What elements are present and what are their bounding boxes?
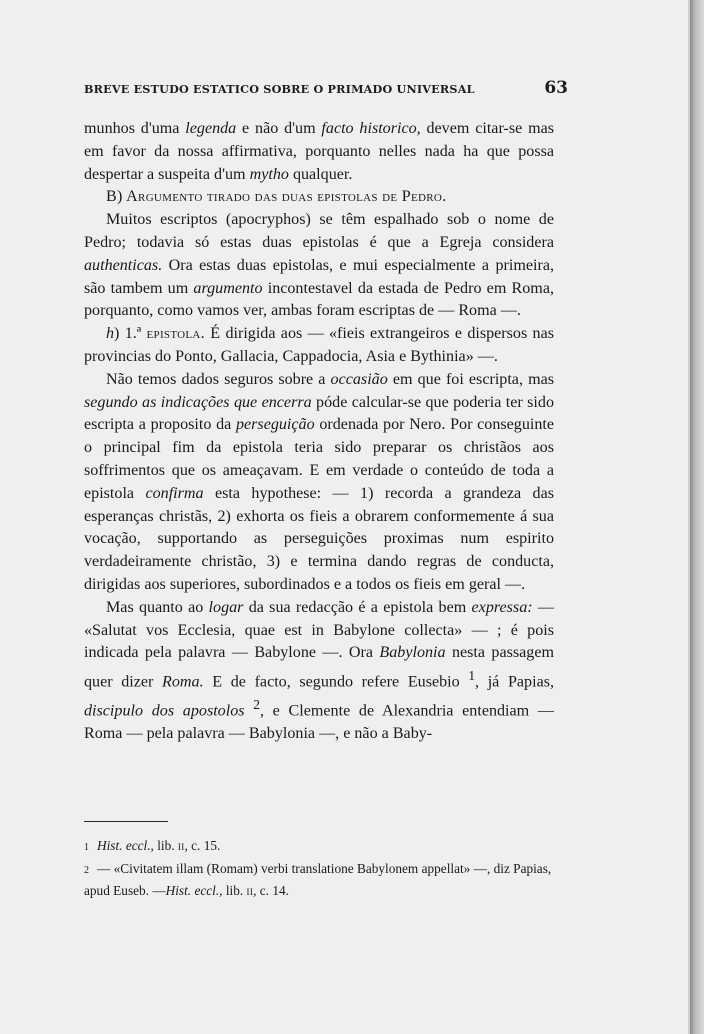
footnote-divider [84, 821, 168, 822]
running-head [84, 78, 568, 98]
paragraph-occasion: Não temos dados seguros sobre a occasião em que foi escripta, mas segundo as indicações que encerra póde calcular-se que poderia ter sido escripta a proposito da perseguição ordenada por Nero. Por conseguinte o principal fim da epistola teria sido preparar os christãos aos soffrimentos que os ameaçavam. E em verdade o conteúdo de toda a epistola confirma esta hypothese: — 1) recorda a grandeza das esperanças christãs, 2) exhorta os fieis a obrarem conformemente á sua vocação, supportando as perseguições proximas num espirito verdadeiramente christão, 3) e termina dando regras de conducta, dirigidas aos superiores, subordinados e a todos os fieis em geral —. [84, 370, 555, 593]
body-text [84, 118, 554, 746]
footnote-1: 1 Hist. eccl., lib. ii, c. 15. [84, 838, 221, 853]
paragraph-epistles-intro: Muitos escriptos (apocryphos) se têm espalhado sob o nome de Pedro; todavia só estas duas epistolas é que a Egreja considera authenticas. Ora estas duas epistolas, e mui especialmente a primeira, são tambem um argumento incontestavel da estada de Pedro em Roma, porquanto, como vamos ver, ambas foram escriptas de — Roma —. [84, 211, 554, 320]
paragraph-continuation: munhos d'uma legenda e não d'um facto historico, devem citar-se mas em favor da nossa affirmativa, porquanto nelles nada ha que possa despertar a suspeita d'um mytho qualquer. [84, 120, 554, 183]
paragraph-babylon: Mas quanto ao logar da sua redacção é a epistola bem expressa: — «Salutat vos Ecclesia, quae est in Babylone collecta» — ; é pois indicada pela palavra — Babylone —. Ora Babylonia nesta passagem quer dizer Roma. E de facto, segundo refere Eusebio $^1$, já Papias, discipulo dos apostolos $^2$, e Clemente de Alexandria entendiam — Roma — pela palavra — Babylonia —, e não a Baby- [84, 598, 554, 743]
paragraph-first-epistle: h) 1.ª epistola. É dirigida aos — «fieis extrangeiros e dispersos nas provincias do Ponto, Gallacia, Cappadocia, Asia e Bythinia» —. [84, 325, 554, 365]
footnotes [84, 836, 556, 902]
page-number: 63 [544, 78, 568, 98]
footnote-ref-2: 2 [253, 697, 260, 713]
footnote-2: 2 — «Civitatem illam (Romam) verbi translatione Babylonem appellat» —, diz Papias, apud Euseb. —Hist. eccl., lib. ii, c. 14. [84, 860, 552, 898]
page-edge [690, 0, 704, 1034]
running-title: BREVE ESTUDO ESTATICO SOBRE O PRIMADO UNIVERSAL [84, 82, 475, 96]
section-heading: B) Argumento tirado das duas epistolas de Pedro. [106, 188, 447, 206]
footnote-ref-1: 1 [468, 668, 476, 684]
